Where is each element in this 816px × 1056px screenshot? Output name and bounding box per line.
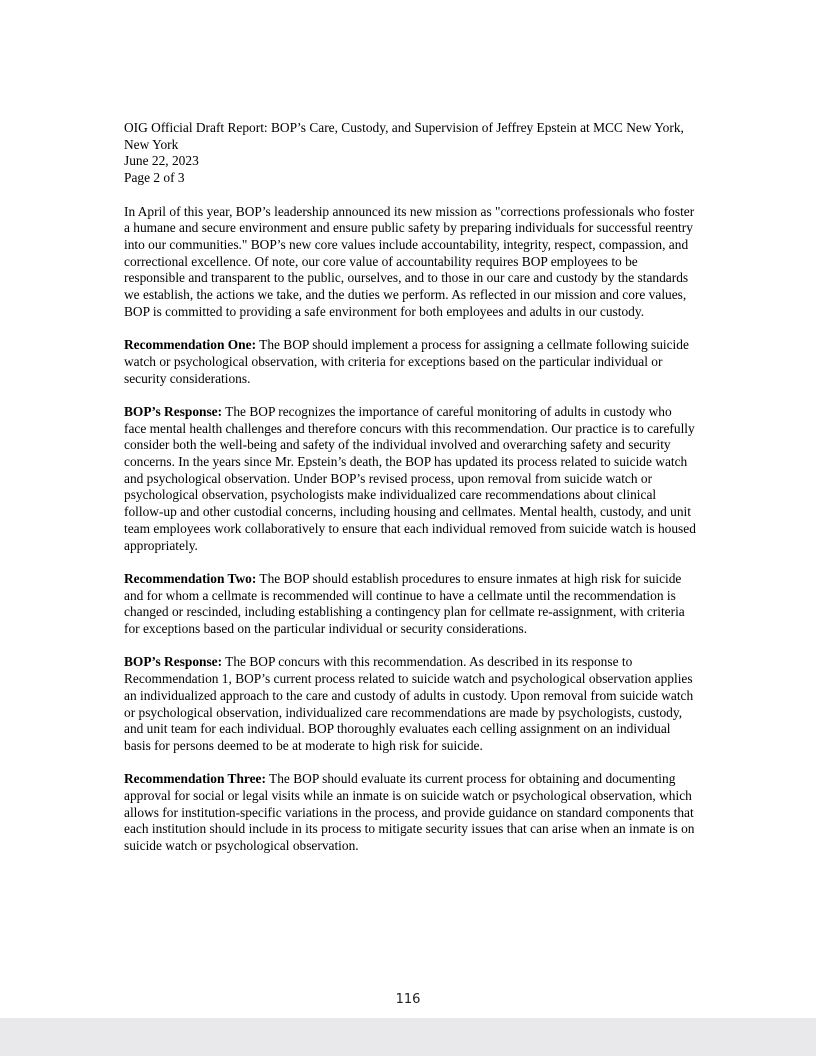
report-title: OIG Official Draft Report: BOP’s Care, Custody, and Supervision of Jeffrey Epstein at MCC New York, New York (124, 120, 684, 152)
response-one (124, 404, 696, 554)
response-two (124, 654, 696, 754)
response-two-label: BOP’s Response: (124, 654, 223, 670)
recommendation-three-text: The BOP should evaluate its current process for obtaining and documenting approval for social or legal visits while an inmate is on suicide watch or psychological observation, which allows for institution-specific variations in the process, and provide guidance on standard components that each institution should include in its process to mitigate security issues that can arise when an inmate is on suicide watch or psychological observation. (124, 771, 695, 854)
recommendation-two-label: Recommendation Two: (124, 570, 257, 586)
recommendation-three (124, 771, 696, 855)
viewer-bottom-bar (0, 1018, 816, 1056)
response-one-text: The BOP recognizes the importance of careful monitoring of adults in custody who face mental health challenges and therefore concurs with this recommendation. Our practice is to carefully consider both the well-being and safety of the individual involved and overarching safety and security concerns. In the years since Mr. Epstein’s death, the BOP has updated its process related to suicide watch and psychological observation. Under BOP’s revised process, upon removal from suicide watch or psychological observation, psychologists make individualized care recommendations about clinical follow-up and other custodial concerns, including housing and cellmates. Mental health, custody, and unit team employees work collaboratively to ensure that each individual removed from suicide watch is housed appropriately. (124, 403, 696, 553)
recommendation-two (124, 571, 696, 638)
recommendation-one-text: The BOP should implement a process for assigning a cellmate following suicide watch or psychological observation, with criteria for exceptions based on the particular individual or security considerations. (124, 337, 689, 386)
page-info: Page 2 of 3 (124, 170, 185, 186)
recommendation-two-text: The BOP should establish procedures to ensure inmates at high risk for suicide and for whom a cellmate is recommended will continue to have a cellmate until the recommendation is changed or rescinded, including establishing a contingency plan for cellmate re-assignment, with criteria for exceptions based on the particular individual or security considerations. (124, 570, 685, 637)
response-one-label: BOP’s Response: (124, 403, 223, 419)
document-body (124, 120, 696, 855)
recommendation-one-label: Recommendation One: (124, 337, 257, 353)
page-number: 116 (395, 992, 421, 1007)
intro-paragraph: In April of this year, BOP’s leadership announced its new mission as "corrections professionals who foster a humane and secure environment and ensure public safety by preparing individuals for successful reentry into our communities." BOP’s new core values include accountability, integrity, respect, compassion, and correctional excellence. Of note, our core value of accountability requires BOP employees to be responsible and transparent to the public, ourselves, and to those in our care and custody by the standards we establish, the actions we take, and the duties we perform. As reflected in our mission and core values, BOP is committed to providing a safe environment for both employees and adults in our custody. (124, 203, 695, 319)
response-two-text: The BOP concurs with this recommendation. As described in its response to Recommendation 1, BOP’s current process related to suicide watch and psychological observation applies an individualized approach to the care and custody of adults in custody. Upon removal from suicide watch or psychological observation, individualized care recommendations are made by psychologists, custody, and unit team for each individual. BOP thoroughly evaluates each celling assignment on an individual basis for persons deemed to be at moderate to high risk for suicide. (124, 654, 694, 753)
recommendation-three-label: Recommendation Three: (124, 771, 266, 787)
letter-header (124, 120, 696, 187)
recommendation-one (124, 337, 696, 387)
report-date: June 22, 2023 (124, 153, 199, 169)
